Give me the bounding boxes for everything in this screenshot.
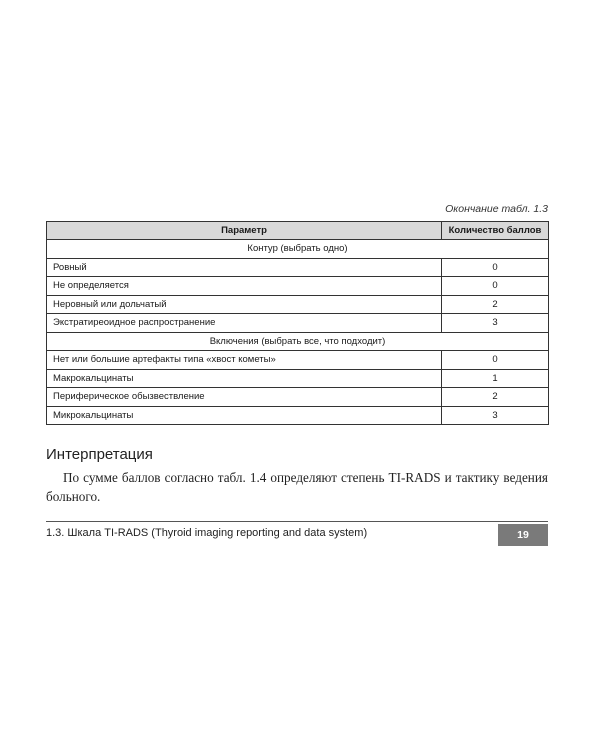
section-row-contour — [47, 240, 549, 259]
row-score: 2 — [442, 388, 549, 407]
table-row — [47, 369, 549, 388]
column-header-parameter: Параметр — [47, 222, 442, 240]
row-label: Экстратиреоидное распространение — [47, 314, 442, 333]
row-label: Микрокальцинаты — [47, 406, 442, 425]
row-score: 3 — [442, 406, 549, 425]
row-label: Неровный или дольчатый — [47, 295, 442, 314]
row-label: Не определяется — [47, 277, 442, 296]
table-row — [47, 277, 549, 296]
section-heading: Интерпретация — [46, 446, 153, 463]
section-title: Включения (выбрать все, что подходит) — [47, 332, 549, 351]
body-paragraph: По сумме баллов согласно табл. 1.4 определяют степень TI-RADS и тактику ведения больного. — [46, 470, 548, 504]
section-title: Контур (выбрать одно) — [47, 240, 549, 259]
table-header-row — [47, 222, 549, 240]
table-row — [47, 295, 549, 314]
table-row — [47, 314, 549, 333]
row-label: Нет или большие артефакты типа «хвост кометы» — [47, 351, 442, 370]
section-row-inclusions — [47, 332, 549, 351]
row-score: 1 — [442, 369, 549, 388]
column-header-score: Количество баллов — [442, 222, 549, 240]
table-row — [47, 406, 549, 425]
row-label: Макрокальцинаты — [47, 369, 442, 388]
tirads-score-table — [46, 221, 549, 425]
table-row — [47, 388, 549, 407]
row-score: 3 — [442, 314, 549, 333]
row-score: 0 — [442, 351, 549, 370]
row-score: 0 — [442, 277, 549, 296]
row-label: Периферическое обызвествление — [47, 388, 442, 407]
table-row — [47, 258, 549, 277]
row-label: Ровный — [47, 258, 442, 277]
table-row — [47, 351, 549, 370]
running-title: 1.3. Шкала TI-RADS (Thyroid imaging reporting and data system) — [46, 527, 368, 539]
row-score: 2 — [442, 295, 549, 314]
row-score: 0 — [442, 258, 549, 277]
table-caption: Окончание табл. 1.3 — [445, 203, 548, 215]
page-number: 19 — [498, 524, 548, 546]
footer-divider — [46, 521, 548, 522]
